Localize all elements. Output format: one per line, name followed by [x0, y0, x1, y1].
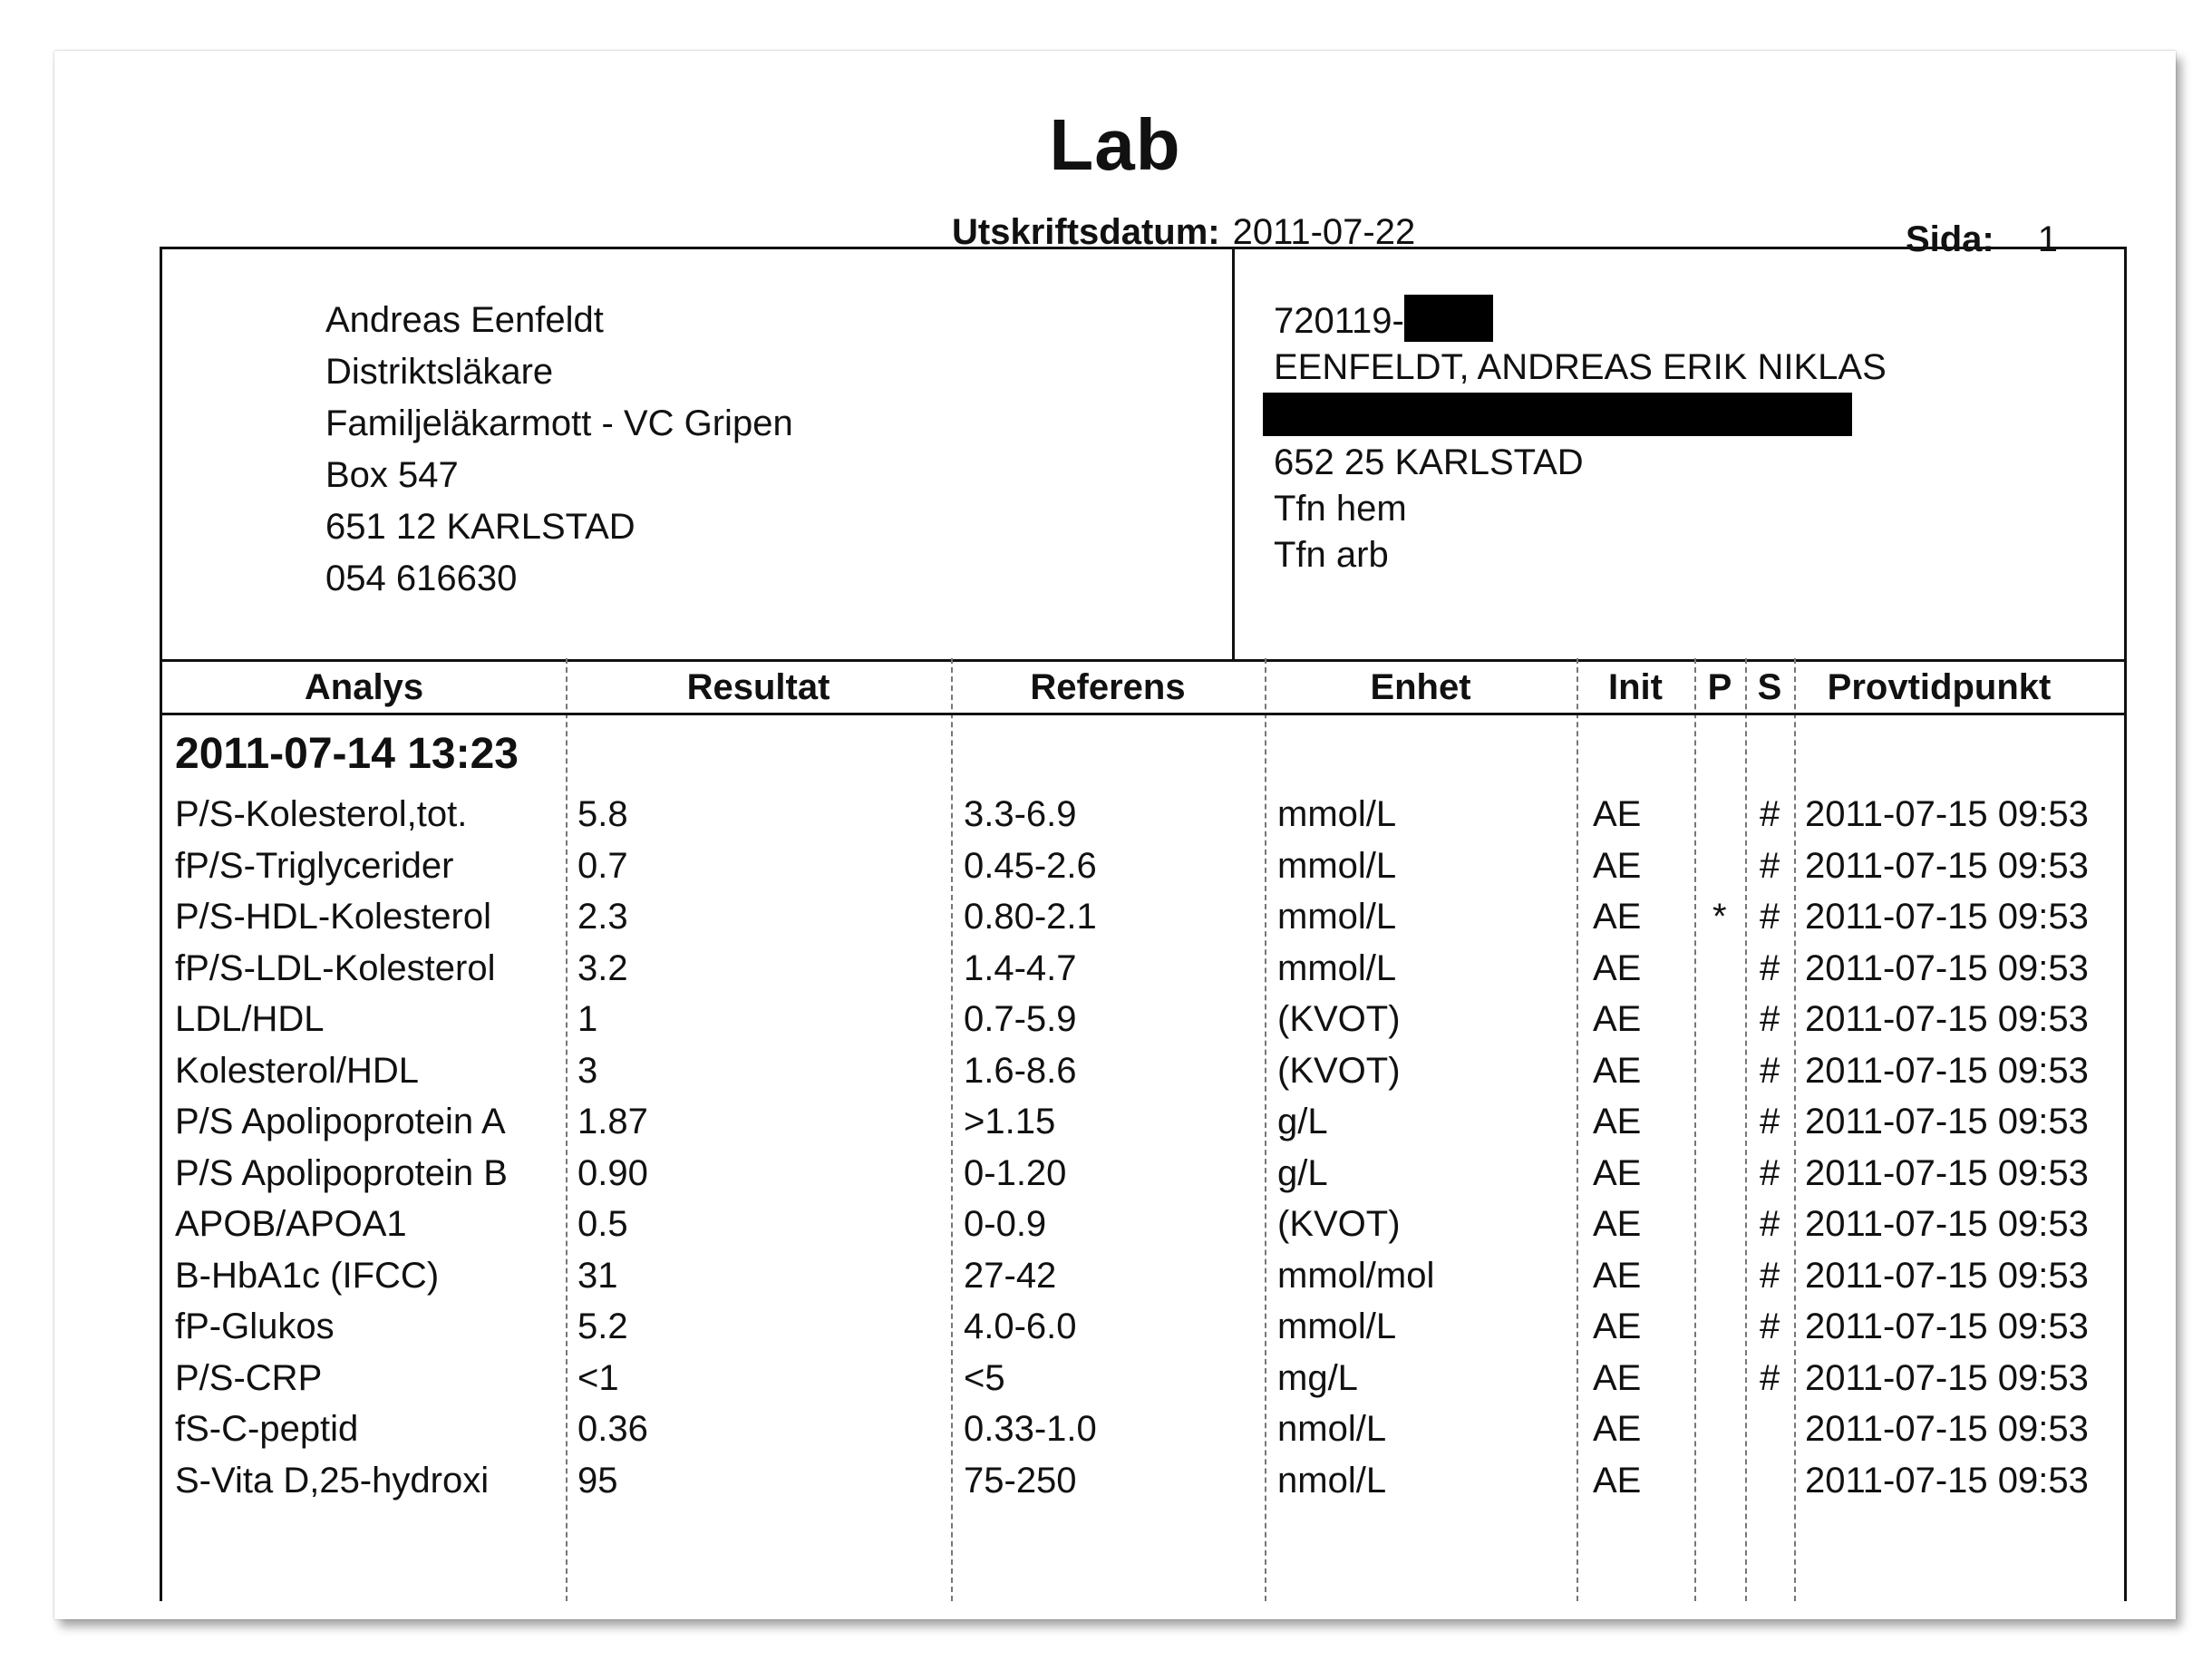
patient-id — [1274, 295, 1887, 345]
cell-enhet: g/L — [1277, 1152, 1328, 1193]
address-box — [160, 247, 2127, 662]
cell-p: * — [1712, 897, 1727, 937]
cell-init: AE — [1593, 1204, 1642, 1244]
cell-s: # — [1760, 1357, 1780, 1398]
cell-resultat: 0.7 — [577, 845, 628, 886]
cell-referens: 75-250 — [964, 1460, 1077, 1501]
table-row — [162, 1153, 2124, 1204]
print-date-label: Utskriftsdatum: — [952, 212, 1220, 252]
table-row — [162, 794, 2124, 845]
sender-line: Familjeläkarmott - VC Gripen — [325, 403, 793, 443]
cell-analys: P/S-HDL-Kolesterol — [175, 897, 492, 937]
cell-enhet: mmol/L — [1277, 845, 1397, 886]
cell-provtidpunkt: 2011-07-15 09:53 — [1805, 1255, 2089, 1296]
cell-provtidpunkt: 2011-07-15 09:53 — [1805, 897, 2089, 937]
cell-resultat: 2.3 — [577, 897, 628, 937]
cell-referens: 0-1.20 — [964, 1152, 1067, 1193]
patient-id-prefix: 720119- — [1274, 301, 1404, 341]
page-number-label: Sida: — [1905, 219, 1994, 259]
cell-resultat: 0.90 — [577, 1152, 648, 1193]
table-row — [162, 846, 2124, 897]
sender-line: 651 12 KARLSTAD — [325, 507, 635, 547]
cell-init: AE — [1593, 1050, 1642, 1091]
cell-referens: 0.33-1.0 — [964, 1409, 1097, 1449]
column-header-resultat: Resultat — [686, 667, 830, 707]
cell-referens: <5 — [964, 1357, 1005, 1398]
cell-provtidpunkt: 2011-07-15 09:53 — [1805, 1050, 2089, 1091]
cell-analys: P/S Apolipoprotein B — [175, 1152, 508, 1193]
cell-resultat: 95 — [577, 1460, 618, 1501]
cell-enhet: mmol/mol — [1277, 1255, 1435, 1296]
cell-s: # — [1760, 1050, 1780, 1091]
cell-referens: 0.7-5.9 — [964, 999, 1077, 1039]
cell-enhet: mmol/L — [1277, 794, 1397, 834]
column-header-p: P — [1707, 667, 1732, 707]
sample-group-date: 2011-07-14 13:23 — [175, 730, 519, 778]
cell-analys: APOB/APOA1 — [175, 1204, 407, 1244]
cell-init: AE — [1593, 999, 1642, 1039]
table-header — [162, 658, 2124, 715]
cell-resultat: 5.8 — [577, 794, 628, 834]
cell-analys: fS-C-peptid — [175, 1409, 359, 1449]
cell-referens: 1.6-8.6 — [964, 1050, 1077, 1091]
cell-enhet: g/L — [1277, 1102, 1328, 1141]
cell-provtidpunkt: 2011-07-15 09:53 — [1805, 1306, 2089, 1346]
cell-referens: 27-42 — [964, 1255, 1057, 1296]
table-row — [162, 1204, 2124, 1255]
cell-enhet: mmol/L — [1277, 897, 1397, 937]
cell-enhet: nmol/L — [1277, 1460, 1387, 1501]
cell-init: AE — [1593, 1102, 1642, 1141]
cell-enhet: mg/L — [1277, 1357, 1358, 1398]
redaction-block — [1404, 295, 1493, 342]
cell-enhet: nmol/L — [1277, 1409, 1387, 1449]
cell-provtidpunkt: 2011-07-15 09:53 — [1805, 845, 2089, 886]
address-divider — [1232, 249, 1235, 659]
table-row — [162, 999, 2124, 1050]
print-date-value: 2011-07-22 — [1232, 212, 1416, 252]
cell-resultat: 0.36 — [577, 1409, 648, 1449]
cell-resultat: 31 — [577, 1255, 618, 1296]
cell-s: # — [1760, 1102, 1780, 1141]
table-row — [162, 1306, 2124, 1357]
cell-s: # — [1760, 897, 1780, 937]
cell-s: # — [1760, 1306, 1780, 1346]
cell-init: AE — [1593, 1306, 1642, 1346]
cell-resultat: 3.2 — [577, 947, 628, 988]
cell-analys: Kolesterol/HDL — [175, 1050, 420, 1091]
table-row — [162, 897, 2124, 947]
cell-init: AE — [1593, 1152, 1642, 1193]
cell-init: AE — [1593, 947, 1642, 988]
cell-analys: P/S Apolipoprotein A — [175, 1102, 506, 1141]
cell-resultat: 0.5 — [577, 1204, 628, 1244]
cell-init: AE — [1593, 794, 1642, 834]
table-row — [162, 1358, 2124, 1409]
cell-provtidpunkt: 2011-07-15 09:53 — [1805, 1102, 2089, 1141]
cell-referens: 1.4-4.7 — [964, 947, 1077, 988]
page-title: Lab — [1049, 104, 1181, 185]
cell-referens: 0.80-2.1 — [964, 897, 1097, 937]
cell-enhet: mmol/L — [1277, 1306, 1397, 1346]
cell-s: # — [1760, 1204, 1780, 1244]
cell-init: AE — [1593, 1357, 1642, 1398]
cell-referens: 0-0.9 — [964, 1204, 1047, 1244]
cell-referens: 0.45-2.6 — [964, 845, 1097, 886]
sender-address — [325, 295, 793, 605]
cell-analys: fP-Glukos — [175, 1306, 335, 1346]
cell-analys: B-HbA1c (IFCC) — [175, 1255, 440, 1296]
cell-s: # — [1760, 999, 1780, 1039]
column-header-s: S — [1757, 667, 1782, 707]
column-header-init: Init — [1608, 667, 1663, 707]
cell-init: AE — [1593, 1255, 1642, 1296]
lab-report-page — [54, 51, 2176, 1619]
cell-init: AE — [1593, 1409, 1642, 1449]
cell-provtidpunkt: 2011-07-15 09:53 — [1805, 999, 2089, 1039]
column-header-enhet: Enhet — [1370, 667, 1471, 707]
cell-resultat: 1 — [577, 999, 598, 1039]
column-header-referens: Referens — [1030, 667, 1186, 707]
cell-provtidpunkt: 2011-07-15 09:53 — [1805, 1409, 2089, 1449]
cell-init: AE — [1593, 1460, 1642, 1501]
cell-enhet: (KVOT) — [1277, 1204, 1401, 1244]
column-header-analys: Analys — [304, 667, 424, 707]
cell-enhet: (KVOT) — [1277, 999, 1401, 1039]
cell-provtidpunkt: 2011-07-15 09:53 — [1805, 947, 2089, 988]
table-row — [162, 1256, 2124, 1306]
cell-referens: 3.3-6.9 — [964, 794, 1077, 834]
sender-line: 054 616630 — [325, 559, 518, 598]
cell-s: # — [1760, 1152, 1780, 1193]
cell-resultat: 3 — [577, 1050, 598, 1091]
cell-resultat: 1.87 — [577, 1102, 648, 1141]
page-number-value: 1 — [2037, 219, 2058, 259]
patient-address — [1274, 295, 1887, 578]
patient-phone-work: Tfn arb — [1274, 535, 1389, 575]
sender-line: Distriktsläkare — [325, 352, 554, 392]
table-row — [162, 1461, 2124, 1511]
cell-referens: 4.0-6.0 — [964, 1306, 1077, 1346]
cell-provtidpunkt: 2011-07-15 09:53 — [1805, 1204, 2089, 1244]
column-header-provtidpunkt: Provtidpunkt — [1827, 667, 2052, 707]
sender-line: Andreas Eenfeldt — [325, 300, 604, 340]
patient-city: 652 25 KARLSTAD — [1274, 442, 1584, 482]
cell-resultat: <1 — [577, 1357, 619, 1398]
cell-provtidpunkt: 2011-07-15 09:53 — [1805, 1460, 2089, 1501]
cell-enhet: mmol/L — [1277, 947, 1397, 988]
cell-provtidpunkt: 2011-07-15 09:53 — [1805, 794, 2089, 834]
redaction-block — [1263, 393, 1852, 436]
table-row — [162, 1051, 2124, 1102]
cell-analys: fP/S-LDL-Kolesterol — [175, 947, 496, 988]
cell-enhet: (KVOT) — [1277, 1050, 1401, 1091]
cell-analys: fP/S-Triglycerider — [175, 845, 454, 886]
cell-referens: >1.15 — [964, 1102, 1056, 1141]
cell-resultat: 5.2 — [577, 1306, 628, 1346]
cell-init: AE — [1593, 897, 1642, 937]
cell-s: # — [1760, 845, 1780, 886]
cell-analys: LDL/HDL — [175, 999, 325, 1039]
table-row — [162, 1102, 2124, 1152]
cell-s: # — [1760, 1255, 1780, 1296]
cell-provtidpunkt: 2011-07-15 09:53 — [1805, 1357, 2089, 1398]
table-row — [162, 1409, 2124, 1460]
results-table — [160, 658, 2127, 1601]
patient-name: EENFELDT, ANDREAS ERIK NIKLAS — [1274, 347, 1887, 387]
cell-analys: P/S-Kolesterol,tot. — [175, 794, 468, 834]
cell-provtidpunkt: 2011-07-15 09:53 — [1805, 1152, 2089, 1193]
table-row — [162, 948, 2124, 999]
cell-analys: S-Vita D,25-hydroxi — [175, 1460, 490, 1501]
cell-init: AE — [1593, 845, 1642, 886]
sender-line: Box 547 — [325, 455, 459, 495]
cell-s: # — [1760, 947, 1780, 988]
patient-phone-home: Tfn hem — [1274, 489, 1407, 529]
cell-analys: P/S-CRP — [175, 1357, 323, 1398]
cell-s: # — [1760, 794, 1780, 834]
